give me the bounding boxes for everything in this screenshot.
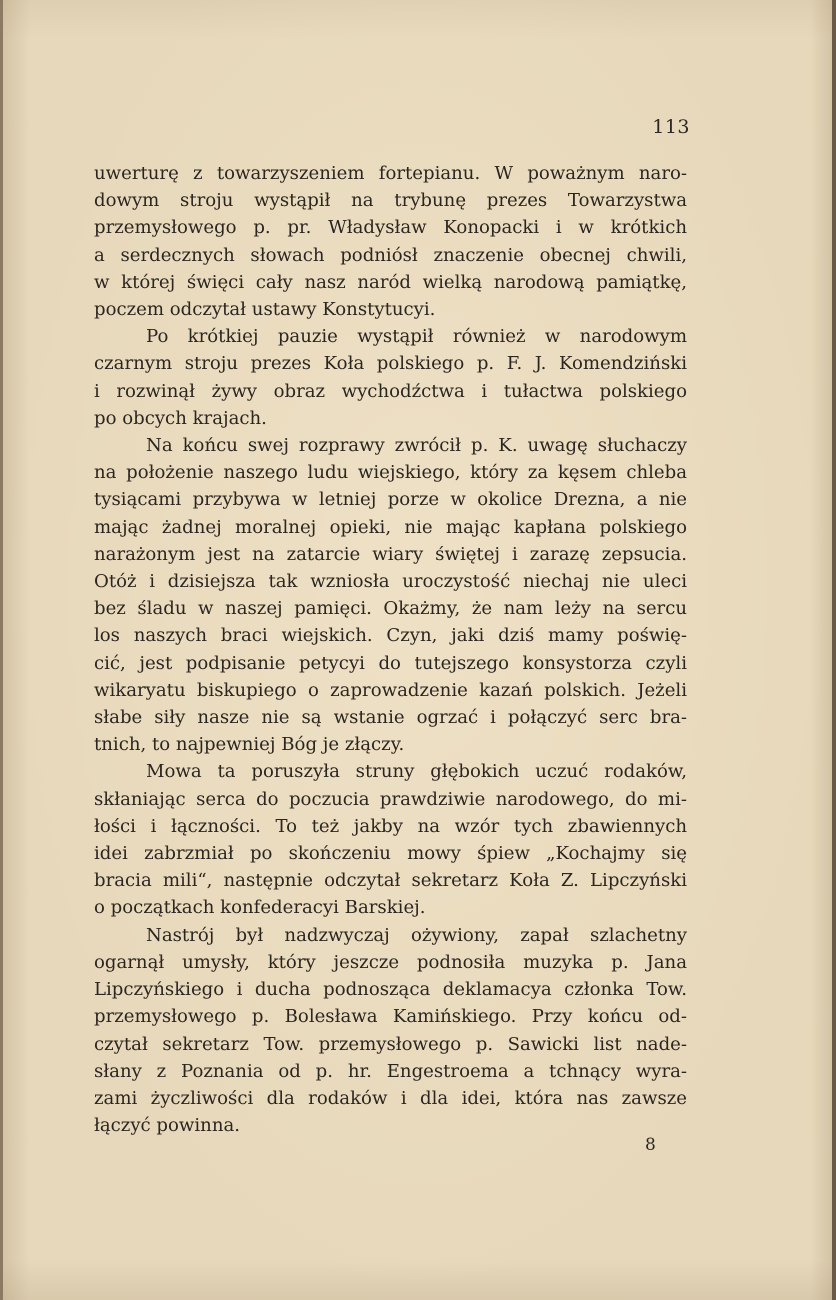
text-line: przemysłowego p. pr. Władysław Konopacki i w krótkich [94,217,687,239]
text-line: Lipczyńskiego i ducha podnosząca deklamacya członka Tow. [94,979,687,1001]
text-line: wikaryatu biskupiego o zaprowadzenie kazań polskich. Jeżeli [94,679,687,701]
body-text [94,160,687,1139]
text-line: słabe siły nasze nie są wstanie ogrzać i połączyć serc bra- [94,707,687,729]
text-line: o początkach konfederacyi Barskiej. [94,897,426,919]
text-line: w której święci cały nasz naród wielką narodową pamiątkę, [94,271,687,293]
text-line: tysiącami przybywa w letniej porze w okolice Drezna, a nie [94,489,687,511]
text-line: cić, jest podpisanie petycyi do tutejszego konsystorza czyli [94,652,687,674]
text-line: dowym stroju wystąpił na trybunę prezes Towarzystwa [94,190,687,212]
signature-mark: 8 [645,1135,656,1155]
text-line: bracia mili“, następnie odczytał sekretarz Koła Z. Lipczyński [94,870,687,892]
text-line: słany z Poznania od p. hr. Engestroema a tchnący wyra- [94,1060,687,1082]
text-line: czytał sekretarz Tow. przemysłowego p. Sawicki list nade- [94,1033,687,1055]
text-line: zami życzliwości dla rodaków i dla idei, która nas zawsze [94,1087,687,1109]
text-line: skłaniając serca do poczucia prawdziwie narodowego, do mi- [94,788,687,810]
text-line: idei zabrzmiał po skończeniu mowy śpiew „Kochajmy się [94,843,687,865]
text-line: i rozwinął żywy obraz wychodźctwa i tułactwa polskiego [94,380,687,402]
text-line: mając żadnej moralnej opieki, nie mając kapłana polskiego [94,516,687,538]
text-line: Na końcu swej rozprawy zwrócił p. K. uwagę słuchaczy [146,435,687,457]
text-line: tnich, to najpewniej Bóg je złączy. [94,734,405,756]
text-line: na położenie naszego ludu wiejskiego, który za kęsem chleba [94,462,687,484]
page-right-edge [832,0,836,1300]
text-line: uwerturę z towarzyszeniem fortepianu. W poważnym naro- [94,163,687,184]
text-line: po obcych krajach. [94,407,267,429]
text-line: ogarnął umysły, który jeszcze podnosiła muzyka p. Jana [94,951,687,973]
text-line: Otóż i dzisiejsza tak wzniosła uroczystość niechaj nie uleci [94,571,687,593]
text-line: a serdecznych słowach podniósł znaczenie obecnej chwili, [94,244,687,266]
text-line: przemysłowego p. Bolesława Kamińskiego. Przy końcu od- [94,1006,687,1028]
text-line: poczem odczytał ustawy Konstytucyi. [94,299,436,321]
text-line: los naszych braci wiejskich. Czyn, jaki dziś mamy poświę- [94,625,687,647]
text-line: łości i łączności. To też jakby na wzór tych zbawiennych [94,815,687,837]
page-left-edge [0,0,3,1300]
text-line: łączyć powinna. [94,1115,241,1137]
text-line: Po krótkiej pauzie wystąpił również w narodowym [146,326,687,348]
page-number: 113 [652,116,690,138]
text-line: czarnym stroju prezes Koła polskiego p. F. J. Komendziński [94,353,687,375]
text-line: Mowa ta poruszyła struny głębokich uczuć rodaków, [146,761,687,783]
text-line: narażonym jest na zatarcie wiary świętej i zarazę zepsucia. [94,543,687,565]
text-line: bez śladu w naszej pamięci. Okażmy, że nam leży na sercu [94,598,687,620]
text-line: Nastrój był nadzwyczaj ożywiony, zapał szlachetny [146,924,687,946]
